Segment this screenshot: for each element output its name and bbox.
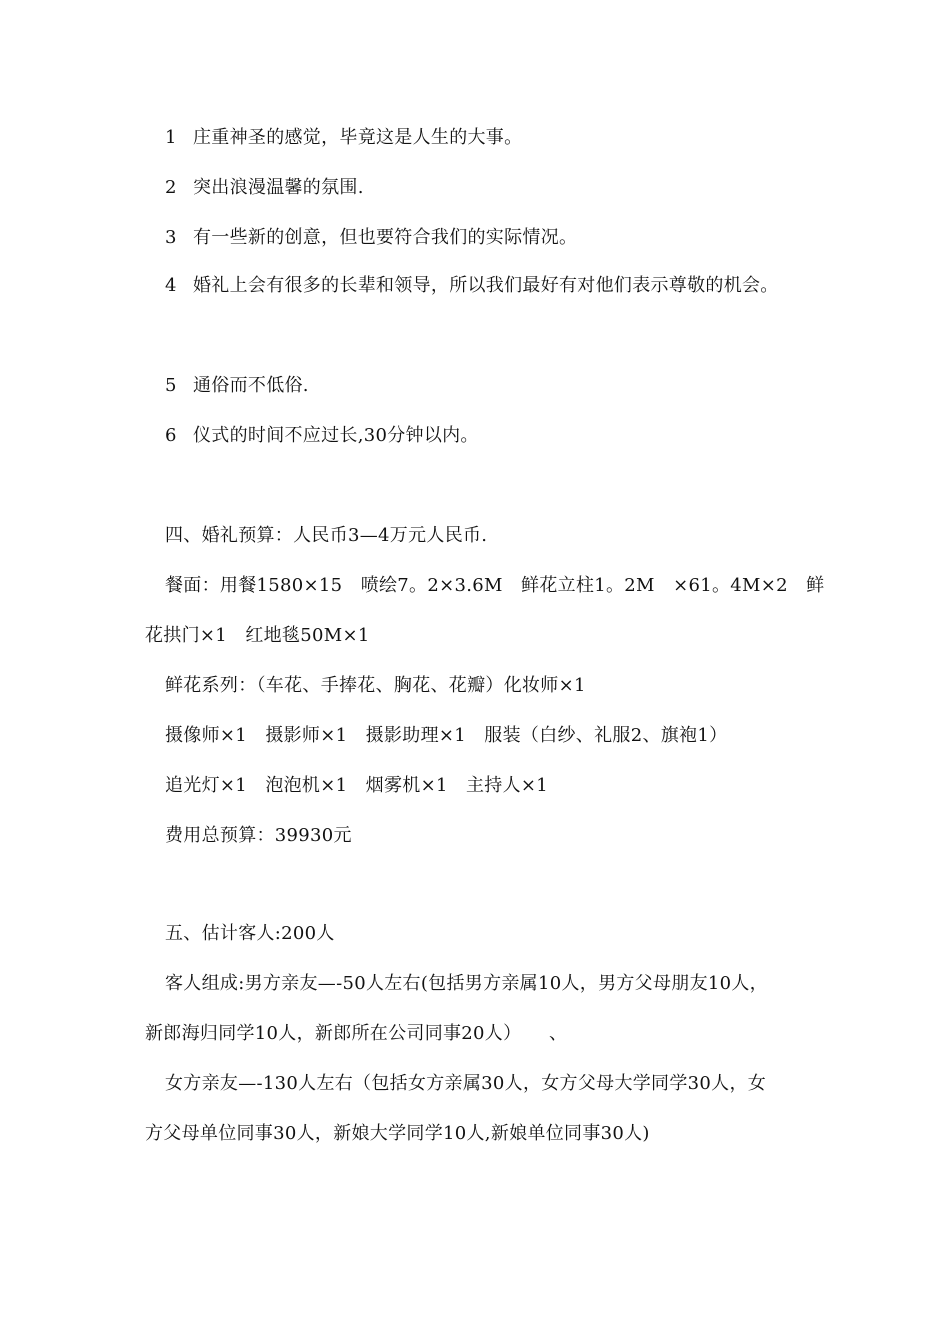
guests-line: 女方亲友—-130人左右（包括女方亲属30人，女方父母大学同学30人，女 xyxy=(165,1073,767,1094)
list-item-number: 5 xyxy=(165,375,177,396)
budget-total: 费用总预算：39930元 xyxy=(165,825,352,846)
guests-line: 方父母单位同事30人，新娘大学同学10人,新娘单位同事30人) xyxy=(145,1123,650,1144)
list-item-text: 通俗而不低俗. xyxy=(193,375,309,396)
list-item-number: 6 xyxy=(165,425,177,446)
list-item-text: 仪式的时间不应过长,30分钟以内。 xyxy=(193,425,479,446)
budget-line: 追光灯×1 泡泡机×1 烟雾机×1 主持人×1 xyxy=(165,775,549,796)
list-item xyxy=(165,274,815,298)
list-item xyxy=(165,176,815,200)
list-item-text: 庄重神圣的感觉，毕竟这是人生的大事。 xyxy=(193,127,523,148)
list-item xyxy=(165,226,815,250)
budget-line: 鲜花系列：（车花、手捧花、胸花、花瓣）化妆师×1 xyxy=(165,675,586,696)
list-item-text: 婚礼上会有很多的长辈和领导，所以我们最好有对他们表示尊敬的机会。 xyxy=(193,275,779,296)
budget-heading: 四、婚礼预算：人民币3—4万元人民币. xyxy=(165,525,488,546)
list-item-number: 4 xyxy=(165,275,177,296)
guests-heading: 五、估计客人:200人 xyxy=(165,923,335,944)
budget-line: 摄像师×1 摄影师×1 摄影助理×1 服装（白纱、礼服2、旗袍1） xyxy=(165,725,728,746)
list-item xyxy=(165,126,815,150)
budget-line: 餐面：用餐1580×15 喷绘7。2×3.6M 鲜花立柱1。2M ×61。4M×2 鲜 xyxy=(165,575,825,596)
list-item-text: 有一些新的创意，但也要符合我们的实际情况。 xyxy=(193,227,578,248)
list-item-text: 突出浪漫温馨的氛围. xyxy=(193,177,364,198)
list-item xyxy=(165,424,815,448)
guests-line: 新郎海归同学10人，新郎所在公司同事20人） 、 xyxy=(145,1023,568,1044)
guests-line: 客人组成:男方亲友—-50人左右(包括男方亲属10人，男方父母朋友10人， xyxy=(165,973,768,994)
budget-line: 花拱门×1 红地毯50M×1 xyxy=(145,625,370,646)
list-item-number: 2 xyxy=(165,177,177,198)
list-item-number: 1 xyxy=(165,127,177,148)
list-item-number: 3 xyxy=(165,227,177,248)
list-item xyxy=(165,374,815,398)
